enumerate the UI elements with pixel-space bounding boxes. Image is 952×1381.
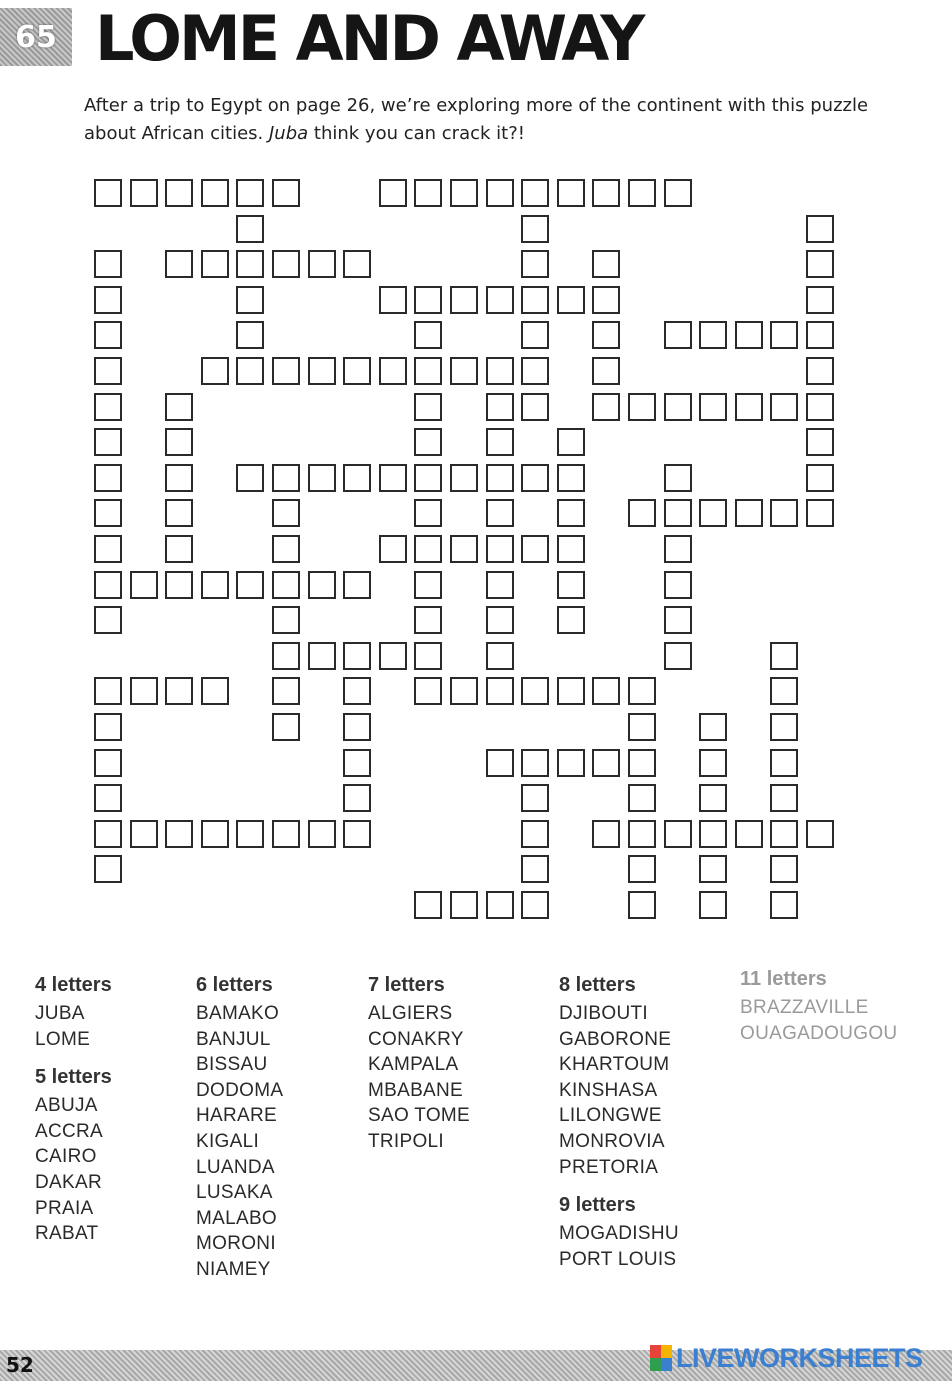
- grid-cell[interactable]: [450, 891, 478, 919]
- word-column-1: [35, 974, 112, 1261]
- grid-cell[interactable]: [699, 321, 727, 349]
- group-heading: 11 letters: [740, 968, 827, 990]
- grid-cell[interactable]: [664, 535, 692, 563]
- grid-cell[interactable]: [770, 499, 798, 527]
- grid-cell[interactable]: [664, 464, 692, 492]
- grid-cell[interactable]: [628, 784, 656, 812]
- grid-cell[interactable]: [201, 571, 229, 599]
- grid-cell[interactable]: [343, 571, 371, 599]
- grid-cell[interactable]: [557, 571, 585, 599]
- grid-cell[interactable]: [201, 357, 229, 385]
- word-group-7-letters: [368, 974, 470, 1155]
- grid-cell[interactable]: [414, 286, 442, 314]
- watermark-text: LIVEWORKSHEETS: [676, 1342, 923, 1373]
- word-item: SAO TOME: [368, 1105, 471, 1127]
- word-group-8-letters: [559, 974, 679, 1180]
- grid-cell[interactable]: [521, 215, 549, 243]
- grid-cell[interactable]: [521, 286, 549, 314]
- grid-cell[interactable]: [94, 535, 122, 563]
- grid-cell[interactable]: [94, 321, 122, 349]
- grid-cell[interactable]: [521, 250, 549, 278]
- word-item: TRIPOLI: [368, 1130, 445, 1152]
- grid-cell[interactable]: [130, 179, 158, 207]
- grid-cell[interactable]: [201, 820, 229, 848]
- grid-cell[interactable]: [521, 179, 549, 207]
- grid-cell[interactable]: [379, 642, 407, 670]
- grid-cell[interactable]: [735, 499, 763, 527]
- grid-cell[interactable]: [557, 677, 585, 705]
- grid-cell[interactable]: [557, 535, 585, 563]
- grid-cell[interactable]: [664, 393, 692, 421]
- grid-cell[interactable]: [272, 499, 300, 527]
- grid-cell[interactable]: [664, 499, 692, 527]
- grid-cell[interactable]: [521, 357, 549, 385]
- grid-cell[interactable]: [343, 784, 371, 812]
- grid-cell[interactable]: [664, 606, 692, 634]
- group-heading: 6 letters: [196, 974, 273, 996]
- grid-cell[interactable]: [699, 749, 727, 777]
- grid-cell[interactable]: [130, 820, 158, 848]
- grid-cell[interactable]: [94, 428, 122, 456]
- grid-cell[interactable]: [343, 464, 371, 492]
- grid-cell[interactable]: [806, 321, 834, 349]
- grid-cell[interactable]: [94, 749, 122, 777]
- grid-cell[interactable]: [236, 571, 264, 599]
- word-column-4: [559, 974, 679, 1286]
- word-item: DJIBOUTI: [559, 1003, 648, 1024]
- word-item: BRAZZAVILLE: [740, 997, 869, 1018]
- group-heading: 5 letters: [35, 1066, 112, 1089]
- grid-cell[interactable]: [628, 393, 656, 421]
- grid-cell[interactable]: [699, 891, 727, 919]
- grid-cell[interactable]: [521, 321, 549, 349]
- grid-cell[interactable]: [165, 464, 193, 492]
- grid-cell[interactable]: [770, 677, 798, 705]
- grid-cell[interactable]: [165, 571, 193, 599]
- grid-cell[interactable]: [806, 499, 834, 527]
- grid-cell[interactable]: [557, 606, 585, 634]
- grid-cell[interactable]: [343, 642, 371, 670]
- grid-cell[interactable]: [236, 357, 264, 385]
- grid-cell[interactable]: [165, 535, 193, 563]
- grid-cell[interactable]: [486, 286, 514, 314]
- grid-cell[interactable]: [343, 713, 371, 741]
- grid-cell[interactable]: [806, 286, 834, 314]
- grid-cell[interactable]: [521, 891, 549, 919]
- grid-cell[interactable]: [414, 535, 442, 563]
- grid-cell[interactable]: [94, 571, 122, 599]
- grid-cell[interactable]: [592, 749, 620, 777]
- grid-cell[interactable]: [130, 571, 158, 599]
- grid-cell[interactable]: [486, 499, 514, 527]
- word-item: MONROVIA: [559, 1130, 665, 1152]
- grid-cell[interactable]: [94, 606, 122, 634]
- grid-cell[interactable]: [94, 250, 122, 278]
- grid-cell[interactable]: [806, 215, 834, 243]
- grid-cell[interactable]: [450, 677, 478, 705]
- grid-cell[interactable]: [414, 464, 442, 492]
- grid-cell[interactable]: [94, 393, 122, 421]
- grid-cell[interactable]: [272, 464, 300, 492]
- grid-cell[interactable]: [308, 820, 336, 848]
- logo-square-red: [650, 1345, 661, 1358]
- group-heading: 7 letters: [368, 974, 445, 996]
- grid-cell[interactable]: [94, 286, 122, 314]
- word-item: KHARTOUM: [559, 1054, 670, 1076]
- grid-cell[interactable]: [450, 286, 478, 314]
- grid-cell[interactable]: [272, 357, 300, 385]
- grid-cell[interactable]: [664, 642, 692, 670]
- grid-cell[interactable]: [414, 677, 442, 705]
- grid-cell[interactable]: [664, 820, 692, 848]
- grid-cell[interactable]: [414, 179, 442, 207]
- grid-cell[interactable]: [414, 642, 442, 670]
- grid-cell[interactable]: [165, 820, 193, 848]
- grid-cell[interactable]: [806, 393, 834, 421]
- grid-cell[interactable]: [414, 321, 442, 349]
- grid-cell[interactable]: [272, 250, 300, 278]
- word-item: LUANDA: [196, 1156, 275, 1178]
- grid-cell[interactable]: [628, 179, 656, 207]
- word-item: MOGADISHU: [559, 1223, 679, 1245]
- word-group-6-letters: [196, 974, 283, 1283]
- grid-cell[interactable]: [165, 250, 193, 278]
- grid-cell[interactable]: [735, 321, 763, 349]
- grid-cell[interactable]: [770, 393, 798, 421]
- grid-cell[interactable]: [414, 499, 442, 527]
- grid-cell[interactable]: [343, 749, 371, 777]
- grid-cell[interactable]: [699, 855, 727, 883]
- grid-cell[interactable]: [592, 250, 620, 278]
- group-heading: 8 letters: [559, 974, 636, 996]
- word-item: KAMPALA: [368, 1054, 459, 1076]
- grid-cell[interactable]: [308, 642, 336, 670]
- word-item: HARARE: [196, 1105, 277, 1127]
- grid-cell[interactable]: [379, 179, 407, 207]
- grid-cell[interactable]: [94, 357, 122, 385]
- grid-cell[interactable]: [94, 677, 122, 705]
- grid-cell[interactable]: [414, 357, 442, 385]
- grid-cell[interactable]: [94, 820, 122, 848]
- grid-cell[interactable]: [272, 642, 300, 670]
- grid-cell[interactable]: [628, 749, 656, 777]
- grid-cell[interactable]: [486, 891, 514, 919]
- word-item: MALABO: [196, 1207, 277, 1229]
- grid-cell[interactable]: [236, 179, 264, 207]
- grid-cell[interactable]: [628, 855, 656, 883]
- grid-cell[interactable]: [699, 784, 727, 812]
- grid-cell[interactable]: [521, 855, 549, 883]
- grid-cell[interactable]: [343, 250, 371, 278]
- word-item: MBABANE: [368, 1079, 464, 1101]
- page-badge-number: 65: [15, 20, 57, 55]
- word-group-9-letters: [559, 1194, 679, 1272]
- grid-cell[interactable]: [699, 713, 727, 741]
- grid-cell[interactable]: [450, 179, 478, 207]
- word-item: CAIRO: [35, 1146, 97, 1168]
- grid-cell[interactable]: [735, 393, 763, 421]
- word-item: OUAGADOUGOU: [740, 1022, 898, 1044]
- grid-cell[interactable]: [486, 749, 514, 777]
- grid-cell[interactable]: [201, 250, 229, 278]
- word-item: KINSHASA: [559, 1079, 658, 1101]
- grid-cell[interactable]: [165, 428, 193, 456]
- grid-cell[interactable]: [806, 357, 834, 385]
- grid-cell[interactable]: [343, 357, 371, 385]
- grid-cell[interactable]: [450, 357, 478, 385]
- grid-cell[interactable]: [486, 571, 514, 599]
- grid-cell[interactable]: [414, 428, 442, 456]
- grid-cell[interactable]: [628, 713, 656, 741]
- grid-cell[interactable]: [486, 179, 514, 207]
- grid-cell[interactable]: [770, 642, 798, 670]
- grid-cell[interactable]: [236, 215, 264, 243]
- grid-cell[interactable]: [770, 820, 798, 848]
- grid-cell[interactable]: [379, 357, 407, 385]
- grid-cell[interactable]: [557, 464, 585, 492]
- word-group-5-letters: [35, 1066, 112, 1247]
- grid-cell[interactable]: [236, 321, 264, 349]
- grid-cell[interactable]: [308, 571, 336, 599]
- grid-cell[interactable]: [557, 749, 585, 777]
- grid-cell[interactable]: [770, 784, 798, 812]
- grid-cell[interactable]: [699, 393, 727, 421]
- group-heading: 9 letters: [559, 1194, 636, 1217]
- grid-cell[interactable]: [165, 677, 193, 705]
- grid-cell[interactable]: [165, 499, 193, 527]
- grid-cell[interactable]: [414, 891, 442, 919]
- grid-cell[interactable]: [486, 642, 514, 670]
- word-item: CONAKRY: [368, 1028, 464, 1050]
- grid-cell[interactable]: [770, 321, 798, 349]
- grid-cell[interactable]: [521, 677, 549, 705]
- grid-cell[interactable]: [806, 820, 834, 848]
- grid-cell[interactable]: [735, 820, 763, 848]
- page-number: 52: [6, 1353, 34, 1377]
- liveworksheets-logo-icon: [650, 1345, 672, 1371]
- grid-cell[interactable]: [272, 179, 300, 207]
- grid-cell[interactable]: [308, 464, 336, 492]
- grid-cell[interactable]: [592, 179, 620, 207]
- grid-cell[interactable]: [806, 464, 834, 492]
- grid-cell[interactable]: [236, 286, 264, 314]
- word-item: MORONI: [196, 1233, 276, 1255]
- grid-cell[interactable]: [272, 713, 300, 741]
- grid-cell[interactable]: [486, 677, 514, 705]
- grid-cell[interactable]: [699, 499, 727, 527]
- grid-cell[interactable]: [770, 713, 798, 741]
- grid-cell[interactable]: [94, 179, 122, 207]
- word-item: GABORONE: [559, 1028, 672, 1050]
- word-item: NIAMEY: [196, 1258, 271, 1280]
- word-item: DAKAR: [35, 1171, 102, 1193]
- grid-cell[interactable]: [94, 499, 122, 527]
- grid-cell[interactable]: [486, 535, 514, 563]
- grid-cell[interactable]: [201, 677, 229, 705]
- grid-cell[interactable]: [806, 250, 834, 278]
- logo-square-green: [650, 1358, 661, 1371]
- grid-cell[interactable]: [557, 428, 585, 456]
- grid-cell[interactable]: [379, 286, 407, 314]
- word-item: RABAT: [35, 1223, 99, 1245]
- grid-cell[interactable]: [628, 891, 656, 919]
- grid-cell[interactable]: [165, 393, 193, 421]
- grid-cell[interactable]: [486, 464, 514, 492]
- grid-cell[interactable]: [272, 606, 300, 634]
- grid-cell[interactable]: [94, 464, 122, 492]
- grid-cell[interactable]: [770, 749, 798, 777]
- grid-cell[interactable]: [343, 820, 371, 848]
- grid-cell[interactable]: [521, 464, 549, 492]
- grid-cell[interactable]: [628, 499, 656, 527]
- grid-cell[interactable]: [414, 606, 442, 634]
- grid-cell[interactable]: [414, 571, 442, 599]
- grid-cell[interactable]: [592, 820, 620, 848]
- grid-cell[interactable]: [592, 357, 620, 385]
- logo-square-blue: [661, 1358, 672, 1371]
- word-item: ALGIERS: [368, 1003, 453, 1024]
- grid-cell[interactable]: [236, 820, 264, 848]
- word-item: PRETORIA: [559, 1156, 659, 1178]
- group-heading: 4 letters: [35, 974, 112, 996]
- grid-cell[interactable]: [94, 855, 122, 883]
- grid-cell[interactable]: [770, 891, 798, 919]
- intro-before: After a trip to Egypt on page 26, we’re exploring more of the continent with this puzzle about African cities.: [84, 95, 869, 144]
- word-item: ABUJA: [35, 1095, 98, 1117]
- logo-square-yellow: [661, 1345, 672, 1358]
- grid-cell[interactable]: [557, 499, 585, 527]
- grid-cell[interactable]: [308, 357, 336, 385]
- word-item: BANJUL: [196, 1028, 271, 1050]
- word-item: PRAIA: [35, 1197, 94, 1219]
- word-group-11-letters: [740, 968, 897, 1046]
- grid-cell[interactable]: [486, 393, 514, 421]
- grid-cell[interactable]: [699, 820, 727, 848]
- word-item: JUBA: [35, 1003, 85, 1024]
- word-group-4-letters: [35, 974, 112, 1052]
- grid-cell[interactable]: [664, 179, 692, 207]
- grid-cell[interactable]: [272, 677, 300, 705]
- word-item: DODOMA: [196, 1079, 284, 1101]
- intro-emphasis: Juba: [268, 123, 309, 144]
- grid-cell[interactable]: [806, 428, 834, 456]
- word-column-3: [368, 974, 470, 1169]
- watermark: [650, 1340, 950, 1376]
- grid-cell[interactable]: [379, 464, 407, 492]
- grid-cell[interactable]: [628, 820, 656, 848]
- grid-cell[interactable]: [521, 535, 549, 563]
- grid-cell[interactable]: [379, 535, 407, 563]
- word-column-5: [740, 968, 897, 1060]
- grid-cell[interactable]: [664, 571, 692, 599]
- grid-cell[interactable]: [592, 677, 620, 705]
- intro-after: think you can crack it?!: [308, 123, 525, 144]
- grid-cell[interactable]: [486, 606, 514, 634]
- grid-cell[interactable]: [592, 321, 620, 349]
- word-column-2: [196, 974, 283, 1297]
- grid-cell[interactable]: [272, 535, 300, 563]
- grid-cell[interactable]: [521, 393, 549, 421]
- grid-cell[interactable]: [201, 179, 229, 207]
- page-title: LOME AND AWAY: [95, 2, 643, 75]
- grid-cell[interactable]: [272, 820, 300, 848]
- grid-cell[interactable]: [94, 784, 122, 812]
- grid-cell[interactable]: [557, 179, 585, 207]
- word-item: BAMAKO: [196, 1003, 280, 1024]
- grid-cell[interactable]: [592, 286, 620, 314]
- grid-cell[interactable]: [521, 749, 549, 777]
- word-item: ACCRA: [35, 1120, 104, 1142]
- grid-cell[interactable]: [272, 571, 300, 599]
- grid-cell[interactable]: [486, 428, 514, 456]
- grid-cell[interactable]: [664, 321, 692, 349]
- grid-cell[interactable]: [770, 855, 798, 883]
- grid-cell[interactable]: [450, 464, 478, 492]
- word-item: KIGALI: [196, 1130, 260, 1152]
- grid-cell[interactable]: [450, 535, 478, 563]
- grid-cell[interactable]: [628, 677, 656, 705]
- grid-cell[interactable]: [414, 393, 442, 421]
- grid-cell[interactable]: [343, 677, 371, 705]
- grid-cell[interactable]: [308, 250, 336, 278]
- word-item: LILONGWE: [559, 1105, 662, 1127]
- grid-cell[interactable]: [130, 677, 158, 705]
- word-item: LUSAKA: [196, 1182, 273, 1204]
- grid-cell[interactable]: [236, 464, 264, 492]
- word-item: LOME: [35, 1028, 91, 1050]
- grid-cell[interactable]: [165, 179, 193, 207]
- grid-cell[interactable]: [236, 250, 264, 278]
- word-item: PORT LOUIS: [559, 1248, 677, 1270]
- grid-cell[interactable]: [521, 784, 549, 812]
- grid-cell[interactable]: [94, 713, 122, 741]
- grid-cell[interactable]: [557, 286, 585, 314]
- grid-cell[interactable]: [592, 393, 620, 421]
- word-item: BISSAU: [196, 1054, 268, 1076]
- grid-cell[interactable]: [521, 820, 549, 848]
- grid-cell[interactable]: [486, 357, 514, 385]
